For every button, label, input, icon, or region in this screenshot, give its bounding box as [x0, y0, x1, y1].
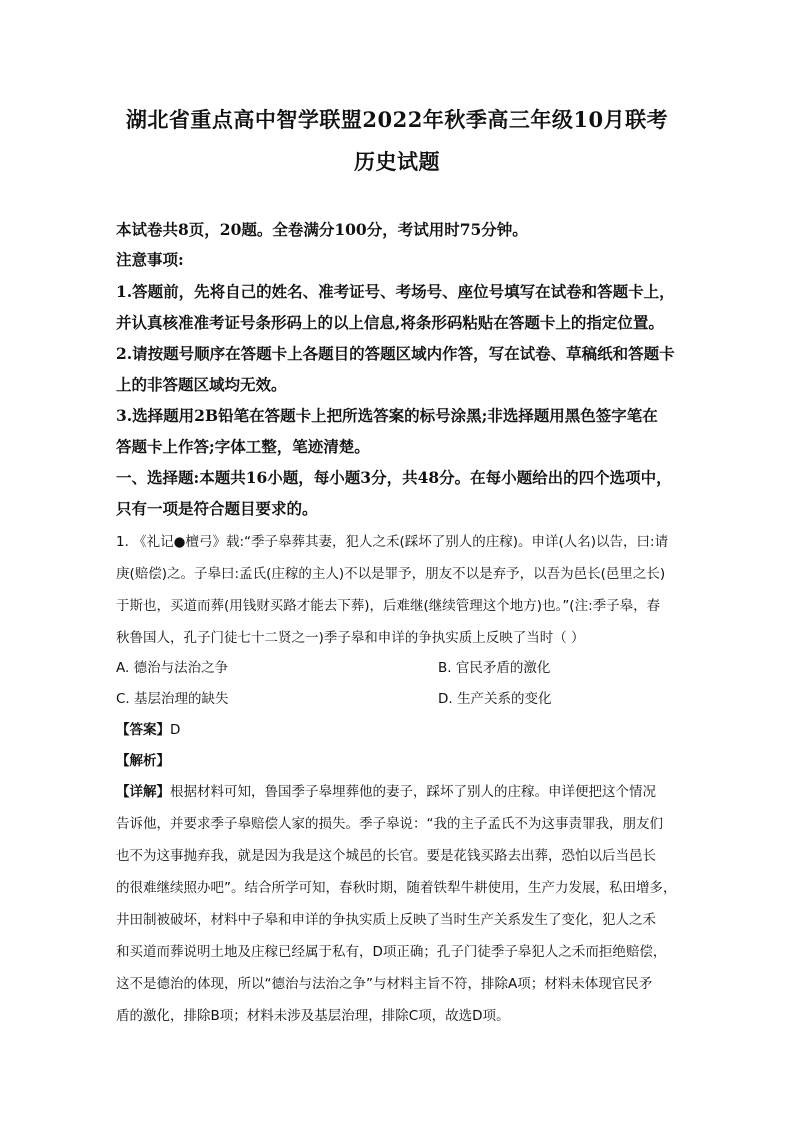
notice-item-2: 2.请按题号顺序在答题卡上各题目的答题区域内作答，写在试卷、草稿纸和答题卡 [116, 344, 675, 363]
answer-value: D [170, 722, 181, 738]
detail-label: 【详解】 [116, 784, 170, 800]
detail-line: 这不是德治的体现，所以“德治与法治之争”与材料主旨不符，排除A项；材料未体现官民矛 [116, 976, 653, 992]
question-1-line: 庚(赔偿)之。子皋曰:孟氏(庄稼的主人)不以是罪予，朋友不以是弃予，以吾为邑长(邑里之长) [116, 566, 666, 582]
detail-text: 根据材料可知，鲁国季子皋埋葬他的妻子，踩坏了别人的庄稼。申详便把这个情况 [170, 784, 656, 800]
detail-line: 和买道而葬说明土地及庄稼已经属于私有，D项正确；孔子门徒季子皋犯人之禾而拒绝赔偿， [116, 944, 667, 960]
section-heading: 一、选择题:本题共16小题，每小题3分，共48分。在每小题给出的四个选项中， [116, 468, 672, 487]
intro-text: 本试卷共8页，20题。全卷满分100分，考试用时75分钟。 [116, 220, 528, 239]
question-1-line: 于斯也，买道而葬(用钱财买路才能去下葬)，后难继(继续管理这个地方)也。”(注:季子皋，春 [116, 598, 661, 614]
detail-line: 的很难继续照办吧”。结合所学可知，春秋时期，随着铁犁牛耕使用，生产力发展，私田增多， [116, 880, 677, 896]
question-1-line: 1. 《礼记●檀弓》载:“季子皋葬其妻，犯人之禾(踩坏了别人的庄稼)。申详(人名)以告，曰:请 [116, 534, 669, 550]
question-1-line: 秋鲁国人，孔子门徒七十二贤之一)季子皋和申详的争执实质上反映了当时（ ） [116, 630, 585, 646]
detail-first-line [116, 780, 656, 800]
detail-line: 告诉他，并要求季子皋赔偿人家的损失。季子皋说：“我的主子孟氏不为这事责罪我，朋友们 [116, 816, 663, 832]
notice-item-1: 1.答题前，先将自己的姓名、准考证号、考场号、座位号填写在试卷和答题卡上， [116, 282, 675, 301]
notice-item-2-cont: 上的非答题区域均无效。 [116, 375, 287, 394]
answer-line [116, 718, 180, 738]
detail-line: 盾的激化，排除B项；材料未涉及基层治理，排除C项，故选D项。 [116, 1008, 510, 1024]
detail-line: 井田制被破坏，材料中子皋和申详的争执实质上反映了当时生产关系发生了变化，犯人之禾 [116, 912, 656, 928]
notice-item-3: 3.选择题用2B铅笔在答题卡上把所选答案的标号涂黑;非选择题用黑色签字笔在 [116, 406, 658, 425]
notice-item-1-cont: 并认真核准准考证号条形码上的以上信息,将条形码粘贴在答题卡上的指定位置。 [116, 313, 664, 332]
option-c: C. 基层治理的缺失 [116, 691, 229, 707]
notice-heading: 注意事项: [116, 250, 184, 269]
answer-label: 【答案】 [116, 722, 170, 738]
analysis-label: 【解析】 [116, 753, 170, 769]
exam-title: 湖北省重点高中智学联盟2022年秋季高三年级10月联考 [125, 107, 669, 132]
subject-title: 历史试题 [354, 149, 440, 174]
notice-item-3-cont: 答题卡上作答;字体工整，笔迹清楚。 [116, 437, 370, 456]
detail-line: 也不为这事抛弃我，就是因为我是这个城邑的长官。要是花钱买路去出葬，恐怕以后当邑长 [116, 848, 656, 864]
option-b: B. 官民矛盾的激化 [438, 660, 551, 676]
option-d: D. 生产关系的变化 [438, 691, 552, 707]
section-heading-cont: 只有一项是符合题目要求的。 [116, 499, 318, 518]
option-a: A. 德治与法治之争 [116, 660, 229, 676]
